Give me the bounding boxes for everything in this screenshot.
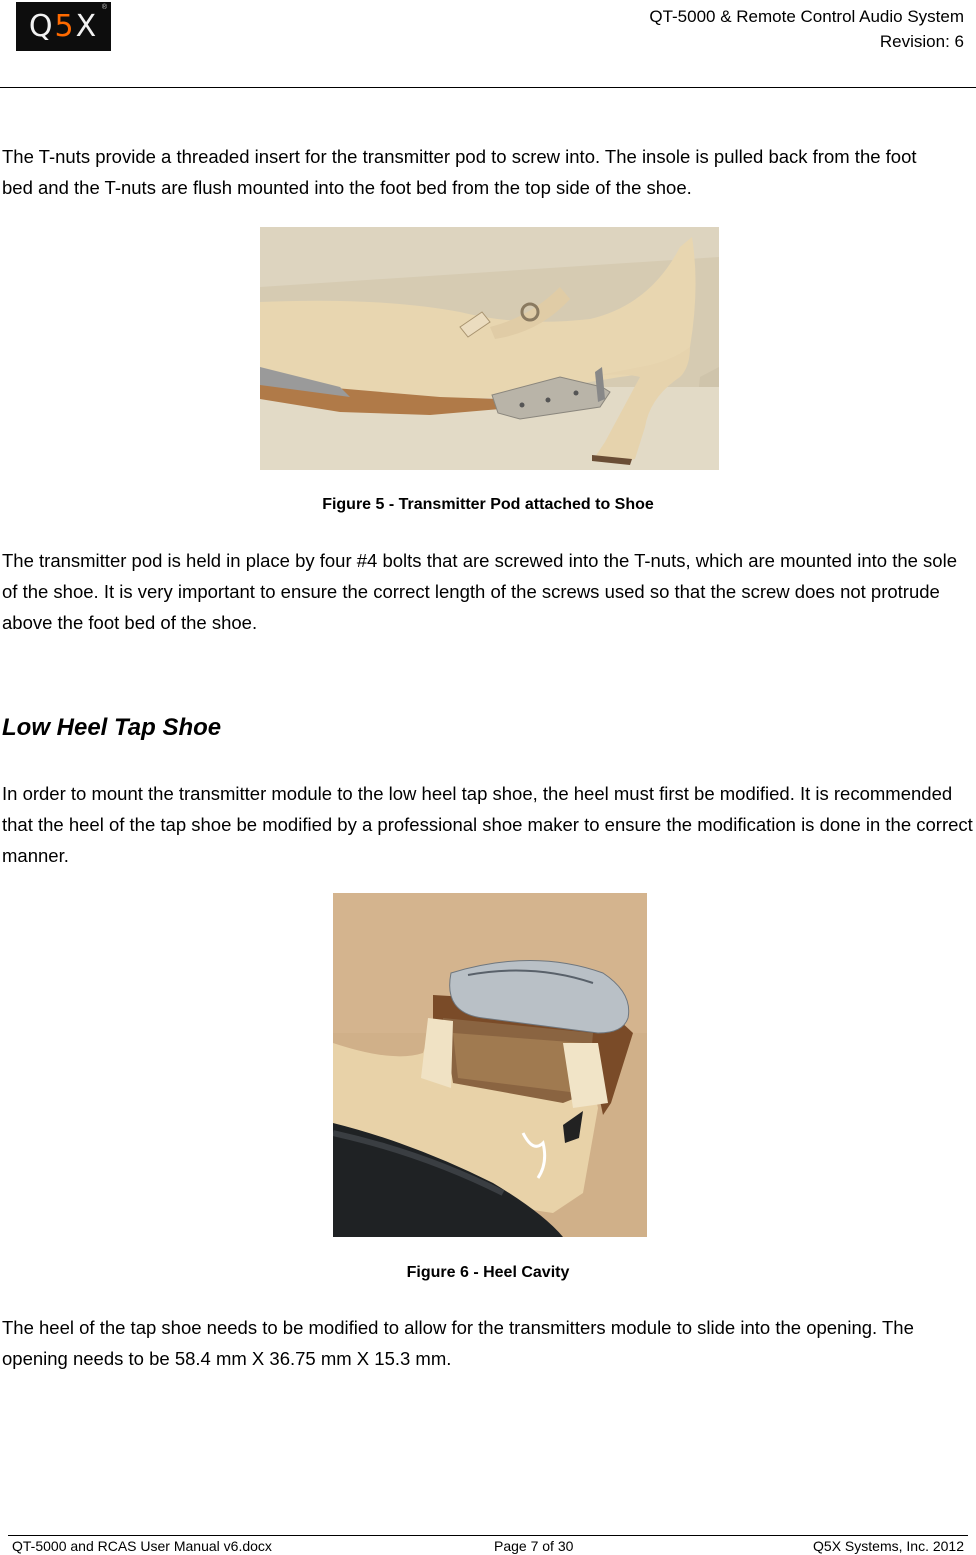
footer-page-number: Page 7 of 30 <box>494 1538 574 1554</box>
footer-divider <box>8 1535 968 1536</box>
heel-cavity-image <box>333 893 647 1237</box>
figure-5-photo <box>260 227 719 470</box>
paragraph-tnuts: The T-nuts provide a threaded insert for the transmitter pod to screw into. The insole is pulled back from the foot bed and the T-nuts are flush mounted into the foot bed from the top side of the shoe. <box>2 146 917 198</box>
document-revision: Revision: 6 <box>879 32 964 51</box>
shoe-with-pod-image <box>260 227 719 470</box>
document-header <box>649 4 964 54</box>
logo-text: Q5X <box>28 9 99 44</box>
figure-5-caption: Figure 5 - Transmitter Pod attached to Shoe <box>322 496 654 513</box>
paragraph-opening: The heel of the tap shoe needs to be modified to allow for the transmitters module to slide into the opening. The opening needs to be 58.4 mm X 36.75 mm X 15.3 mm. <box>2 1317 914 1369</box>
section-heading: Low Heel Tap Shoe <box>2 714 222 741</box>
paragraph-low-heel: In order to mount the transmitter module to the low heel tap shoe, the heel must first be modified. It is recommended that the heel of the tap shoe be modified by a professional shoe maker to ensure the modification is done in the correct manner. <box>2 783 973 866</box>
paragraph-bolts: The transmitter pod is held in place by four #4 bolts that are screwed into the T-nuts, which are mounted into the sole of the shoe. It is very important to ensure the correct length of the screws used so that the screw does not protrude above the foot bed of the shoe. <box>2 550 957 633</box>
company-logo <box>16 2 111 51</box>
footer-filename: QT-5000 and RCAS User Manual v6.docx <box>12 1538 272 1554</box>
figure-6-caption: Figure 6 - Heel Cavity <box>406 1264 570 1281</box>
document-title: QT-5000 & Remote Control Audio System <box>649 7 964 26</box>
footer-company: Q5X Systems, Inc. 2012 <box>813 1538 964 1554</box>
header-divider <box>0 87 976 88</box>
registered-mark: ® <box>101 4 107 11</box>
figure-6-photo <box>333 893 647 1237</box>
